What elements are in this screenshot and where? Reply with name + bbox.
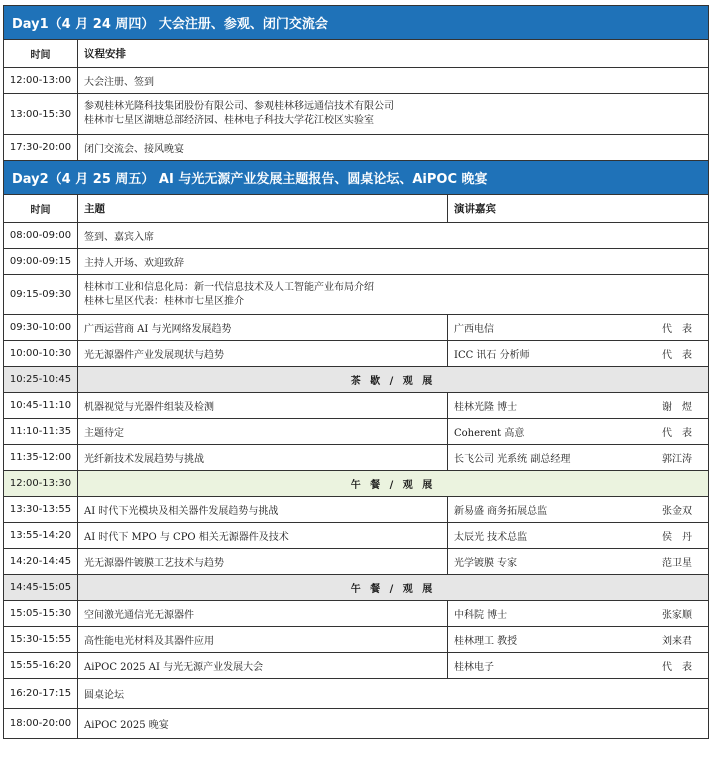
row-speaker	[448, 523, 709, 549]
row-agenda-line: 桂林市七星区湖塘总部经济园、桂林电子科技大学花江校区实验室	[84, 115, 374, 126]
speaker-org: ICC 讯石 分析师	[454, 350, 530, 361]
speaker-name: 代 表	[662, 428, 692, 439]
row-agenda	[78, 94, 709, 135]
day1-time-header: 时间	[4, 40, 78, 68]
row-time: 15:30-15:55	[4, 627, 78, 653]
speaker-name: 范卫星	[662, 558, 692, 569]
row-time: 10:45-11:10	[4, 393, 78, 419]
row-speaker	[448, 627, 709, 653]
table-row	[4, 135, 709, 161]
day1-agenda-header: 议程安排	[78, 40, 709, 68]
row-time: 16:20-17:15	[4, 679, 78, 709]
speaker-name: 侯 丹	[662, 532, 692, 543]
row-topic: AI 时代下 MPO 与 CPO 相关无源器件及技术	[78, 523, 448, 549]
row-topic: 圆桌论坛	[78, 679, 709, 709]
speaker-name: 郭江涛	[662, 454, 692, 465]
row-speaker	[448, 549, 709, 575]
table-row	[4, 679, 709, 709]
row-topic: 高性能电光材料及其器件应用	[78, 627, 448, 653]
lunch-row	[4, 471, 709, 497]
table-row	[4, 275, 709, 315]
speaker-org: 太辰光 技术总监	[454, 532, 528, 543]
table-row	[4, 393, 709, 419]
row-speaker	[448, 445, 709, 471]
row-topic: 主持人开场、欢迎致辞	[78, 249, 709, 275]
row-topic	[78, 275, 709, 315]
row-time: 09:30-10:00	[4, 315, 78, 341]
speaker-name: 张家顺	[662, 610, 692, 621]
row-topic: 机器视觉与光器件组装及检测	[78, 393, 448, 419]
day2-time-header: 时间	[4, 195, 78, 223]
row-time: 13:30-13:55	[4, 497, 78, 523]
speaker-name: 谢 煜	[662, 402, 692, 413]
day2-header	[4, 161, 709, 195]
row-topic: AI 时代下光模块及相关器件发展趋势与挑战	[78, 497, 448, 523]
row-topic-line: 桂林市工业和信息化局：新一代信息技术及人工智能产业布局介绍	[84, 281, 374, 293]
day2-topic-header: 主题	[78, 195, 448, 223]
speaker-name: 张金双	[662, 506, 692, 517]
day2-speaker-header: 演讲嘉宾	[448, 195, 709, 223]
row-time: 10:25-10:45	[4, 367, 78, 393]
row-speaker	[448, 419, 709, 445]
speaker-org: Coherent 高意	[454, 428, 525, 439]
row-speaker	[448, 601, 709, 627]
row-topic: AiPOC 2025 晚宴	[78, 709, 709, 739]
row-time: 15:05-15:30	[4, 601, 78, 627]
table-row	[4, 315, 709, 341]
table-row	[4, 497, 709, 523]
speaker-org: 桂林电子	[454, 662, 494, 673]
row-time: 18:00-20:00	[4, 709, 78, 739]
table-row	[4, 249, 709, 275]
row-topic: 广西运营商 AI 与光网络发展趋势	[78, 315, 448, 341]
speaker-name: 代 表	[662, 662, 692, 673]
agenda	[3, 5, 708, 739]
row-topic: 光纤新技术发展趋势与挑战	[78, 445, 448, 471]
row-speaker	[448, 653, 709, 679]
row-topic: 光无源器件产业发展现状与趋势	[78, 341, 448, 367]
table-row	[4, 94, 709, 135]
row-topic: 空间激光通信光无源器件	[78, 601, 448, 627]
row-speaker	[448, 315, 709, 341]
speaker-org: 光学镀膜 专家	[454, 558, 518, 569]
break-label: 茶 歇 / 观 展	[78, 367, 709, 393]
row-time: 11:35-12:00	[4, 445, 78, 471]
day2-title: Day2（4 月 25 周五） AI 与光无源产业发展主题报告、圆桌论坛、AiPOC 晚宴	[4, 161, 709, 195]
row-time: 08:00-09:00	[4, 223, 78, 249]
lunch-label: 午 餐 / 观 展	[78, 471, 709, 497]
table-row	[4, 341, 709, 367]
table-row	[4, 419, 709, 445]
table-row	[4, 445, 709, 471]
row-agenda-line: 参观桂林光隆科技集团股份有限公司、参观桂林移远通信技术有限公司	[84, 101, 394, 112]
day2-column-headers	[4, 195, 709, 223]
day1-title: Day1（4 月 24 周四） 大会注册、参观、闭门交流会	[4, 6, 709, 40]
speaker-name: 刘来君	[662, 636, 692, 647]
table-row	[4, 653, 709, 679]
speaker-org: 桂林光隆 博士	[454, 402, 518, 413]
speaker-name: 代 表	[662, 324, 692, 335]
row-topic: AiPOC 2025 AI 与光无源产业发展大会	[78, 653, 448, 679]
agenda-table	[3, 5, 709, 739]
row-time: 12:00-13:00	[4, 68, 78, 94]
row-speaker	[448, 341, 709, 367]
row-agenda: 大会注册、签到	[78, 68, 709, 94]
row-time: 09:00-09:15	[4, 249, 78, 275]
speaker-org: 广西电信	[454, 324, 494, 335]
table-row	[4, 549, 709, 575]
break-row	[4, 367, 709, 393]
row-topic: 光无源器件镀膜工艺技术与趋势	[78, 549, 448, 575]
row-speaker	[448, 393, 709, 419]
table-row	[4, 68, 709, 94]
day1-header	[4, 6, 709, 40]
row-time: 14:45-15:05	[4, 575, 78, 601]
row-topic: 主题待定	[78, 419, 448, 445]
speaker-org: 长飞公司 光系统 副总经理	[454, 454, 571, 465]
row-topic: 签到、嘉宾入席	[78, 223, 709, 249]
row-speaker	[448, 497, 709, 523]
table-row	[4, 709, 709, 739]
row-agenda: 闭门交流会、接风晚宴	[78, 135, 709, 161]
row-time: 13:00-15:30	[4, 94, 78, 135]
table-row	[4, 523, 709, 549]
table-row	[4, 223, 709, 249]
row-time: 14:20-14:45	[4, 549, 78, 575]
table-row	[4, 601, 709, 627]
speaker-org: 新易盛 商务拓展总监	[454, 506, 548, 517]
row-time: 13:55-14:20	[4, 523, 78, 549]
speaker-org: 中科院 博士	[454, 610, 508, 621]
row-time: 10:00-10:30	[4, 341, 78, 367]
row-time: 11:10-11:35	[4, 419, 78, 445]
row-time: 09:15-09:30	[4, 275, 78, 315]
break-label: 午 餐 / 观 展	[78, 575, 709, 601]
row-topic-line: 桂林七星区代表：桂林市七星区推介	[84, 295, 244, 307]
table-row	[4, 627, 709, 653]
day1-column-headers	[4, 40, 709, 68]
speaker-org: 桂林理工 教授	[454, 636, 518, 647]
row-time: 17:30-20:00	[4, 135, 78, 161]
speaker-name: 代 表	[662, 350, 692, 361]
row-time: 12:00-13:30	[4, 471, 78, 497]
break-row	[4, 575, 709, 601]
row-time: 15:55-16:20	[4, 653, 78, 679]
